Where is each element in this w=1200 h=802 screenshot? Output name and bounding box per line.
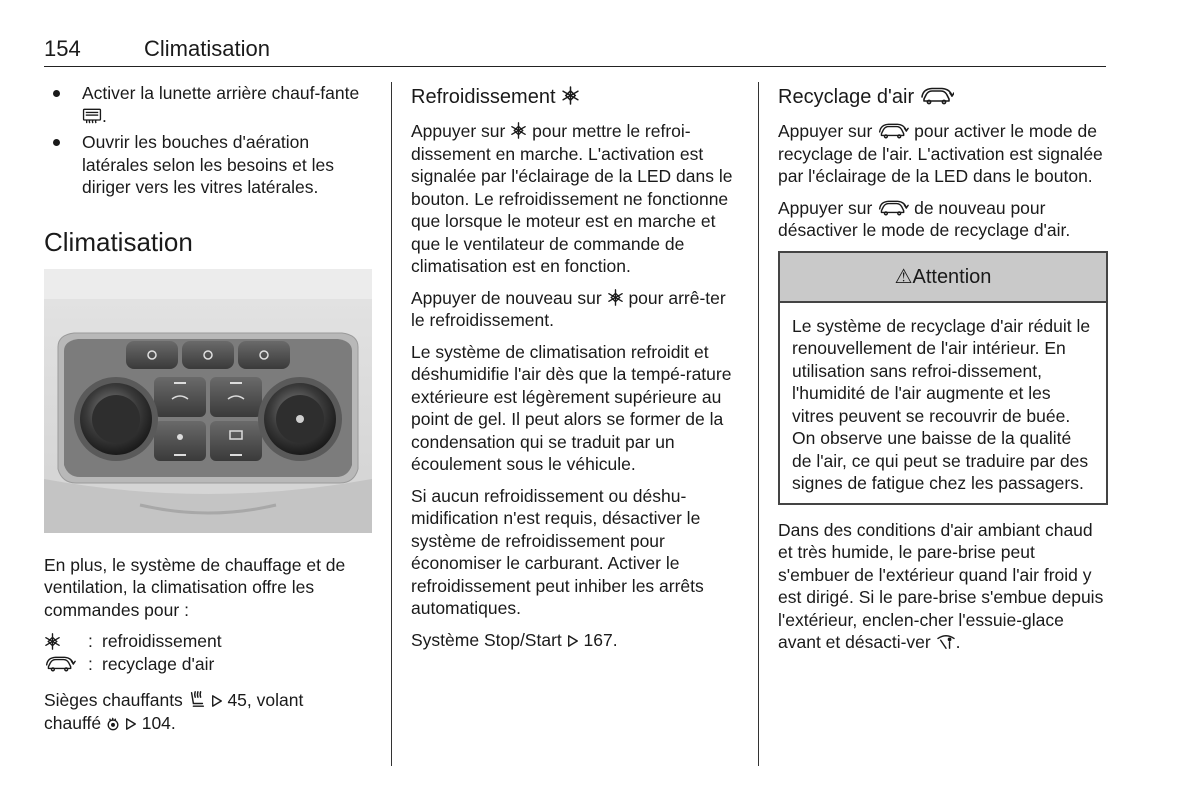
control-legend-item: : refroidissement (44, 630, 374, 653)
attention-box (778, 251, 1108, 505)
body-paragraph: Dans des conditions d'air ambiant chaud et très humide, le pare-brise peut s'embuer de l'extérieur quand l'air froid y est dirigé. Si le pare-brise s'embue depuis l'extérieur, enclen-cher l'essuie-glace avant et désacti-ver . (778, 519, 1104, 652)
air-recirculation-icon (877, 123, 909, 139)
body-paragraph: Appuyer de nouveau sur pour arrê-ter le refroidissement. (411, 287, 726, 330)
climate-control-panel-image (44, 269, 372, 533)
bullet-text: Activer la lunette arrière chauf-fante (82, 83, 360, 103)
cross-reference-paragraph: Sièges chauffants 45, volant chauffé 104. (44, 690, 304, 733)
section-heading: Recyclage d'air (778, 84, 1106, 110)
column-1 (44, 82, 374, 743)
page-reference-icon (125, 717, 137, 731)
bullet-item: Activer la lunette arrière chauf-fante . (44, 82, 374, 127)
page-reference-icon (211, 694, 223, 708)
heated-steering-wheel-icon (106, 717, 120, 731)
page-header (44, 36, 1106, 67)
snowflake-icon (561, 86, 580, 105)
bullet-item (44, 131, 374, 199)
warning-icon: ⚠ (894, 265, 913, 288)
air-recirculation-icon (44, 656, 76, 672)
snowflake-icon (510, 122, 527, 139)
column-2 (411, 82, 741, 660)
cross-reference-paragraph: Système Stop/Start 167. (411, 629, 618, 650)
bullet-dot (53, 90, 60, 97)
body-paragraph: Appuyer sur de nouveau pour désactiver le mode de recyclage d'air. (778, 197, 1071, 240)
rear-window-heating-icon (82, 108, 102, 124)
attention-body (780, 303, 1106, 503)
bullet-list (44, 82, 374, 199)
column-divider (391, 82, 392, 766)
section-heading: Climatisation (44, 226, 193, 257)
body-paragraph: Appuyer sur pour mettre le refroi-dissement en marche. L'activation est signalée par l'éclairage de la LED dans le bouton. Le refroidissement ne fonctionne que lorsque le moteur est en marche et que le ventilateur de commande de climatisation est en fonction. (411, 121, 733, 276)
section-heading: Refroidissement (411, 84, 741, 110)
body-paragraph: Appuyer sur pour activer le mode de recyclage de l'air. L'activation est signalée par l'éclairage de la LED dans le bouton. (778, 121, 1103, 186)
page-number: 154 (44, 36, 81, 61)
snowflake-icon (607, 289, 624, 306)
column-3 (778, 82, 1106, 663)
intro-paragraph: En plus, le système de chauffage et de ventilation, la climatisation offre les commandes pour : (44, 554, 346, 620)
attention-header (780, 253, 1106, 303)
attention-text: Le système de recyclage d'air réduit le renouvellement de l'air intérieur. En utilisation sans refroi-dissement, l'humidité de l'air augmente et les vitres peuvent se recouvrir de buée. On observe une baisse de la qualité de l'air, ce qui peut se traduire par des signes de fatigue chez les passagers. (792, 315, 1091, 493)
snowflake-icon (44, 633, 61, 650)
bullet-dot (53, 139, 60, 146)
bullet-text: Ouvrir les bouches d'aération latérales selon les besoins et les diriger vers les vitres latérales. (82, 132, 334, 197)
attention-title: Attention (912, 265, 992, 288)
air-recirculation-icon (877, 200, 909, 216)
heated-seat-icon (188, 690, 206, 708)
body-paragraph: Le système de climatisation refroidit et déshumidifie l'air dès que la tempé-rature extérieure est légèrement supérieure au point de gel. Il peut alors se former de la condensation qui se traduit par un écoulement sous le véhicule. (411, 341, 732, 474)
body-paragraph: Si aucun refroidissement ou déshu-midification n'est requis, désactiver le système de refroidissement pour économiser le carburant. Activer le refroidissement peut inhiber les arrêts automatiques. (411, 485, 704, 618)
column-divider (758, 82, 759, 766)
windshield-wiper-icon (936, 634, 956, 650)
page-header-title: Climatisation (144, 36, 270, 61)
control-legend-item: : recyclage d'air (44, 653, 374, 676)
page-reference-icon (567, 634, 579, 648)
air-recirculation-icon (920, 87, 954, 105)
